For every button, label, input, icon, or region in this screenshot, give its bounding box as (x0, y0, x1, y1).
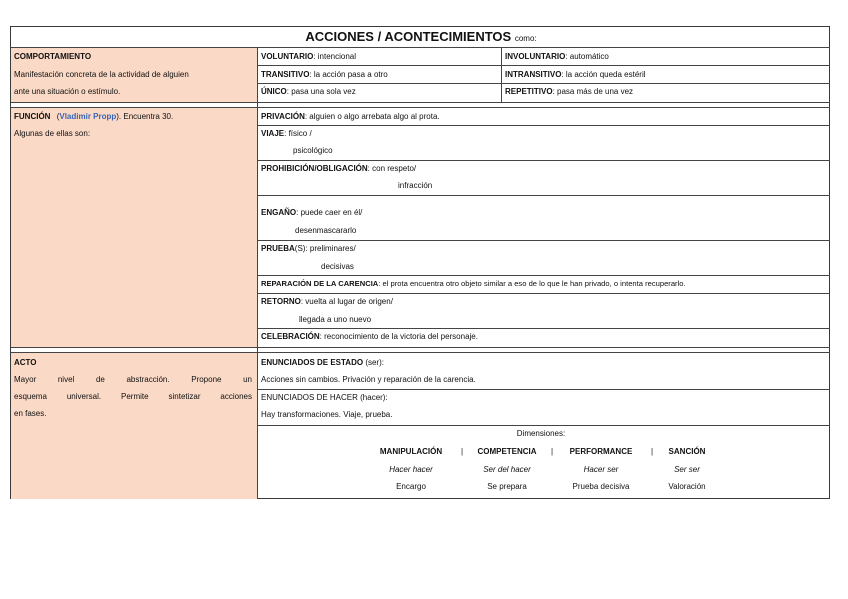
funcion-line2: Algunas de ellas son: (14, 129, 91, 138)
estado-text: Acciones sin cambios. Privación y reparación de la carencia. (261, 375, 476, 384)
rule (257, 389, 830, 390)
dim-competencia-example: Se prepara (487, 482, 527, 491)
unico-text: : pasa una sola vez (286, 87, 356, 96)
prohibicion-text: : con respeto/ (367, 164, 417, 173)
involuntario-label: INVOLUNTARIO (505, 52, 566, 61)
engano-sub: desenmascararlo (295, 226, 357, 235)
acto-desc: Mayor nivel de abstracción. Propone un (14, 375, 252, 384)
acto-desc: esquema universal. Permite sintetizar acciones (14, 392, 252, 401)
dim-separator: | (551, 447, 554, 456)
repetitivo-cell (505, 87, 633, 97)
reparacion-text: : el prota encuentra otro objeto similar a eso de lo que le han privado, o intenta recuperarlo. (378, 279, 686, 288)
rule (257, 195, 830, 196)
hacer-heading: ENUNCIADOS DE HACER (hacer): (261, 393, 388, 402)
intransitivo-label: INTRANSITIVO (505, 70, 562, 79)
unico-label: ÚNICO (261, 87, 287, 96)
dim-performance: PERFORMANCE (569, 447, 633, 456)
comportamiento-desc: ante una situación o estímulo. (14, 87, 121, 96)
prueba-text: (S): preliminares/ (294, 244, 356, 253)
privacion-label: PRIVACIÓN (261, 112, 305, 121)
table-title (11, 29, 831, 47)
prohibicion-label: PROHIBICIÓN/OBLIGACIÓN (261, 164, 368, 173)
celebracion-item (261, 332, 478, 342)
dim-performance-example: Prueba decisiva (572, 482, 630, 491)
prohibicion-sub: infracción (398, 181, 433, 190)
retorno-item (261, 297, 393, 307)
celebracion-label: CELEBRACIÓN (261, 332, 320, 341)
celebracion-text: : reconocimiento de la victoria del personaje. (319, 332, 478, 341)
author-name: Vladimir Propp (59, 112, 117, 121)
dim-sancion: SANCIÓN (668, 447, 706, 456)
column-divider (501, 47, 502, 102)
rule (257, 83, 830, 84)
voluntario-label: VOLUNTARIO (261, 52, 314, 61)
rule (257, 240, 830, 241)
involuntario-text: : automático (565, 52, 609, 61)
dim-competencia: COMPETENCIA (477, 447, 537, 456)
dim-separator: | (461, 447, 464, 456)
rule (257, 425, 830, 426)
dimensiones-label: Dimensiones: (516, 429, 566, 438)
funcion-line1 (14, 112, 252, 122)
paren-open: ( (56, 112, 60, 121)
funcion-heading: FUNCIÓN (14, 112, 51, 121)
prueba-sub: decisivas (321, 262, 354, 271)
viaje-text: : físico / (284, 129, 312, 138)
prueba-item (261, 244, 356, 254)
dim-manipulacion-sub: Hacer hacer (389, 465, 433, 474)
engano-text: : puede caer en él/ (296, 208, 363, 217)
estado-heading: ENUNCIADOS DE ESTADO (261, 358, 364, 367)
privacion-item (261, 112, 440, 122)
privacion-text: : alguien o algo arrebata algo al prota. (304, 112, 440, 121)
rule (11, 107, 830, 108)
rule (257, 275, 830, 276)
dim-manipulacion: MANIPULACIÓN (379, 447, 443, 456)
column-divider (257, 47, 258, 499)
intransitivo-cell (505, 70, 646, 80)
unico-cell (261, 87, 356, 97)
table-title-small: como: (514, 34, 537, 43)
rule (11, 347, 830, 348)
voluntario-text: : intencional (313, 52, 356, 61)
rule (11, 47, 830, 48)
rule (257, 125, 830, 126)
rule (257, 160, 830, 161)
rule (11, 352, 830, 353)
engano-label: ENGAÑO (261, 208, 297, 217)
rule (257, 293, 830, 294)
estado-suffix: (ser): (363, 358, 384, 367)
transitivo-cell (261, 70, 388, 80)
hacer-text: Hay transformaciones. Viaje, prueba. (261, 410, 393, 419)
rule (11, 102, 830, 103)
repetitivo-text: : pasa más de una vez (552, 87, 634, 96)
retorno-label: RETORNO (261, 297, 301, 306)
viaje-sub: psicológico (293, 146, 333, 155)
comportamiento-heading: COMPORTAMIENTO (14, 52, 92, 61)
dim-separator: | (651, 447, 654, 456)
dim-sancion-sub: Ser ser (674, 465, 700, 474)
retorno-text: : vuelta al lugar de origen/ (300, 297, 393, 306)
estado-heading-line (261, 358, 384, 368)
reparacion-label: REPARACIÓN DE LA CARENCIA (261, 279, 379, 288)
funcion-line1-post: ). Encuentra 30. (116, 112, 174, 121)
prueba-label: PRUEBA (261, 244, 295, 253)
comportamiento-desc: Manifestación concreta de la actividad de alguien (14, 70, 189, 79)
retorno-sub: llegada a uno nuevo (299, 315, 372, 324)
rule (257, 65, 830, 66)
acto-heading: ACTO (14, 358, 37, 367)
intransitivo-text: : la acción queda estéril (561, 70, 646, 79)
acciones-table (10, 26, 830, 499)
acto-desc: en fases. (14, 409, 47, 418)
dim-manipulacion-example: Encargo (396, 482, 426, 491)
involuntario-cell (505, 52, 609, 62)
transitivo-text: : la acción pasa a otro (309, 70, 388, 79)
repetitivo-label: REPETITIVO (505, 87, 553, 96)
prohibicion-item (261, 164, 416, 174)
transitivo-label: TRANSITIVO (261, 70, 310, 79)
voluntario-cell (261, 52, 356, 62)
reparacion-item (261, 279, 686, 289)
viaje-label: VIAJE (261, 129, 285, 138)
dim-sancion-example: Valoración (668, 482, 706, 491)
rule (257, 328, 830, 329)
viaje-item (261, 129, 312, 139)
dim-competencia-sub: Ser del hacer (483, 465, 531, 474)
table-title-main: ACCIONES / ACONTECIMIENTOS (305, 29, 512, 44)
funcion-cell (11, 107, 257, 347)
engano-item (261, 208, 362, 218)
dim-performance-sub: Hacer ser (583, 465, 619, 474)
